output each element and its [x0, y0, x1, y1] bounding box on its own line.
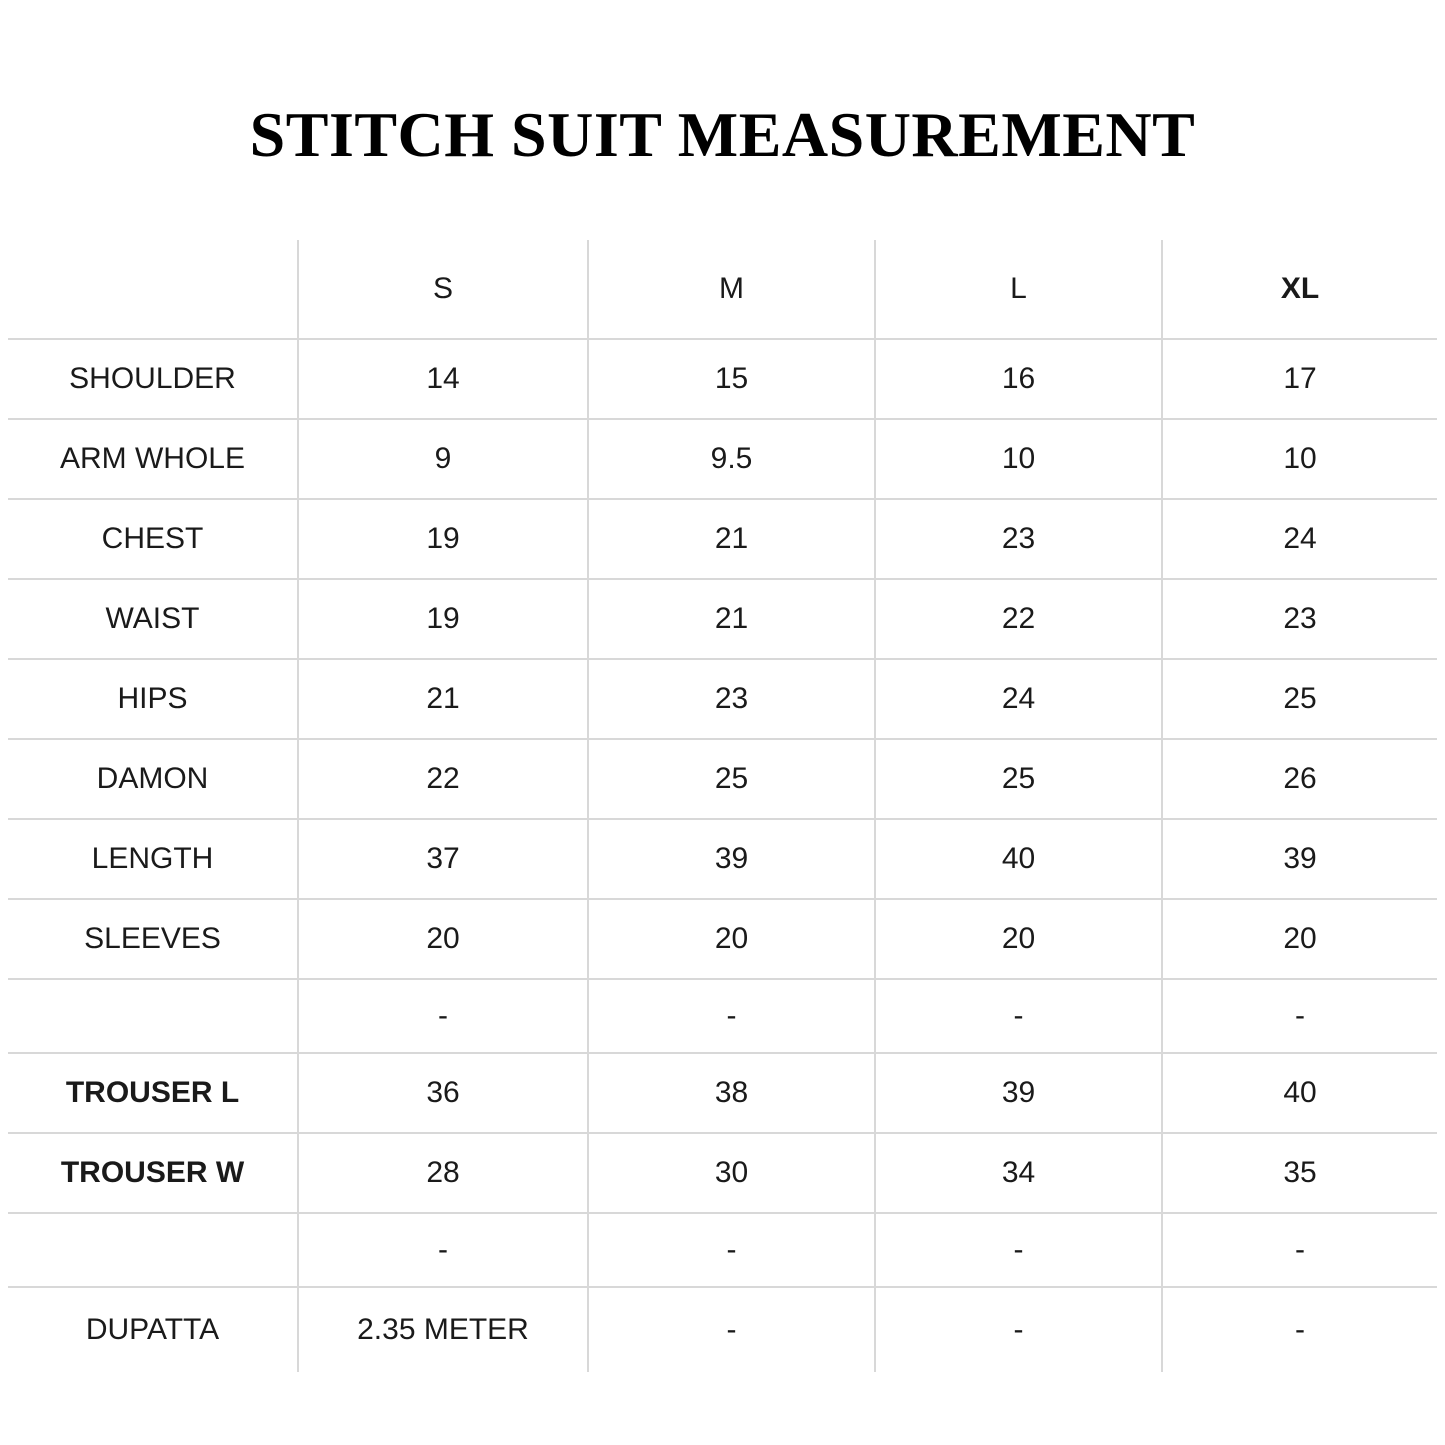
row-label-sleeves: SLEEVES	[8, 899, 298, 979]
cell-trouser-w-m: 30	[588, 1133, 875, 1213]
cell-dupatta-m: -	[588, 1287, 875, 1372]
cell-dupatta-l: -	[875, 1287, 1162, 1372]
column-header-l: L	[875, 240, 1162, 339]
table-row	[8, 659, 1437, 739]
row-label-blank-1	[8, 979, 298, 1053]
table-row	[8, 739, 1437, 819]
cell-trouser-w-s: 28	[298, 1133, 588, 1213]
cell-trouser-w-xl: 35	[1162, 1133, 1437, 1213]
cell-arm-whole-l: 10	[875, 419, 1162, 499]
cell-blank-1-xl: -	[1162, 979, 1437, 1053]
table-row	[8, 419, 1437, 499]
cell-trouser-l-s: 36	[298, 1053, 588, 1133]
cell-length-xl: 39	[1162, 819, 1437, 899]
row-label-waist: WAIST	[8, 579, 298, 659]
cell-length-m: 39	[588, 819, 875, 899]
cell-length-l: 40	[875, 819, 1162, 899]
page-title: STITCH SUIT MEASUREMENT	[249, 99, 1196, 170]
table-row	[8, 899, 1437, 979]
row-label-trouser-w: TROUSER W	[8, 1133, 298, 1213]
cell-shoulder-s: 14	[298, 339, 588, 419]
table-row	[8, 579, 1437, 659]
cell-damon-xl: 26	[1162, 739, 1437, 819]
cell-arm-whole-m: 9.5	[588, 419, 875, 499]
row-label-trouser-l: TROUSER L	[8, 1053, 298, 1133]
row-label-length: LENGTH	[8, 819, 298, 899]
column-header-xl: XL	[1162, 240, 1437, 339]
row-label-dupatta: DUPATTA	[8, 1287, 298, 1372]
row-label-hips: HIPS	[8, 659, 298, 739]
cell-trouser-w-l: 34	[875, 1133, 1162, 1213]
cell-waist-m: 21	[588, 579, 875, 659]
cell-arm-whole-xl: 10	[1162, 419, 1437, 499]
cell-hips-l: 24	[875, 659, 1162, 739]
cell-sleeves-m: 20	[588, 899, 875, 979]
table-row	[8, 1053, 1437, 1133]
cell-dupatta-s: 2.35 METER	[298, 1287, 588, 1372]
cell-trouser-l-xl: 40	[1162, 1053, 1437, 1133]
table-row-separator	[8, 979, 1437, 1053]
cell-blank-2-s: -	[298, 1213, 588, 1287]
cell-blank-2-l: -	[875, 1213, 1162, 1287]
table-row	[8, 819, 1437, 899]
table-row	[8, 1287, 1437, 1372]
cell-shoulder-l: 16	[875, 339, 1162, 419]
size-table-container	[0, 240, 1445, 1372]
column-header-s: S	[298, 240, 588, 339]
cell-trouser-l-m: 38	[588, 1053, 875, 1133]
cell-chest-s: 19	[298, 499, 588, 579]
cell-damon-l: 25	[875, 739, 1162, 819]
cell-arm-whole-s: 9	[298, 419, 588, 499]
cell-blank-2-xl: -	[1162, 1213, 1437, 1287]
cell-hips-xl: 25	[1162, 659, 1437, 739]
cell-hips-m: 23	[588, 659, 875, 739]
size-chart-table	[8, 240, 1437, 1372]
cell-sleeves-l: 20	[875, 899, 1162, 979]
cell-damon-m: 25	[588, 739, 875, 819]
table-row-separator	[8, 1213, 1437, 1287]
cell-chest-xl: 24	[1162, 499, 1437, 579]
row-label-arm-whole: ARM WHOLE	[8, 419, 298, 499]
cell-sleeves-xl: 20	[1162, 899, 1437, 979]
table-row	[8, 499, 1437, 579]
cell-waist-xl: 23	[1162, 579, 1437, 659]
row-label-blank-2	[8, 1213, 298, 1287]
table-row	[8, 1133, 1437, 1213]
cell-shoulder-m: 15	[588, 339, 875, 419]
table-body	[8, 339, 1437, 1372]
cell-waist-l: 22	[875, 579, 1162, 659]
cell-shoulder-xl: 17	[1162, 339, 1437, 419]
table-header-row	[8, 240, 1437, 339]
cell-waist-s: 19	[298, 579, 588, 659]
table-row	[8, 339, 1437, 419]
cell-hips-s: 21	[298, 659, 588, 739]
table-head	[8, 240, 1437, 339]
table-corner-cell	[8, 240, 298, 339]
cell-blank-1-l: -	[875, 979, 1162, 1053]
cell-blank-1-m: -	[588, 979, 875, 1053]
column-header-m: M	[588, 240, 875, 339]
row-label-shoulder: SHOULDER	[8, 339, 298, 419]
cell-length-s: 37	[298, 819, 588, 899]
cell-dupatta-xl: -	[1295, 1313, 1305, 1347]
cell-sleeves-s: 20	[298, 899, 588, 979]
cell-trouser-l-l: 39	[875, 1053, 1162, 1133]
cell-chest-l: 23	[875, 499, 1162, 579]
row-label-damon: DAMON	[8, 739, 298, 819]
row-label-chest: CHEST	[8, 499, 298, 579]
cell-blank-2-m: -	[588, 1213, 875, 1287]
cell-blank-1-s: -	[298, 979, 588, 1053]
cell-chest-m: 21	[588, 499, 875, 579]
cell-damon-s: 22	[298, 739, 588, 819]
